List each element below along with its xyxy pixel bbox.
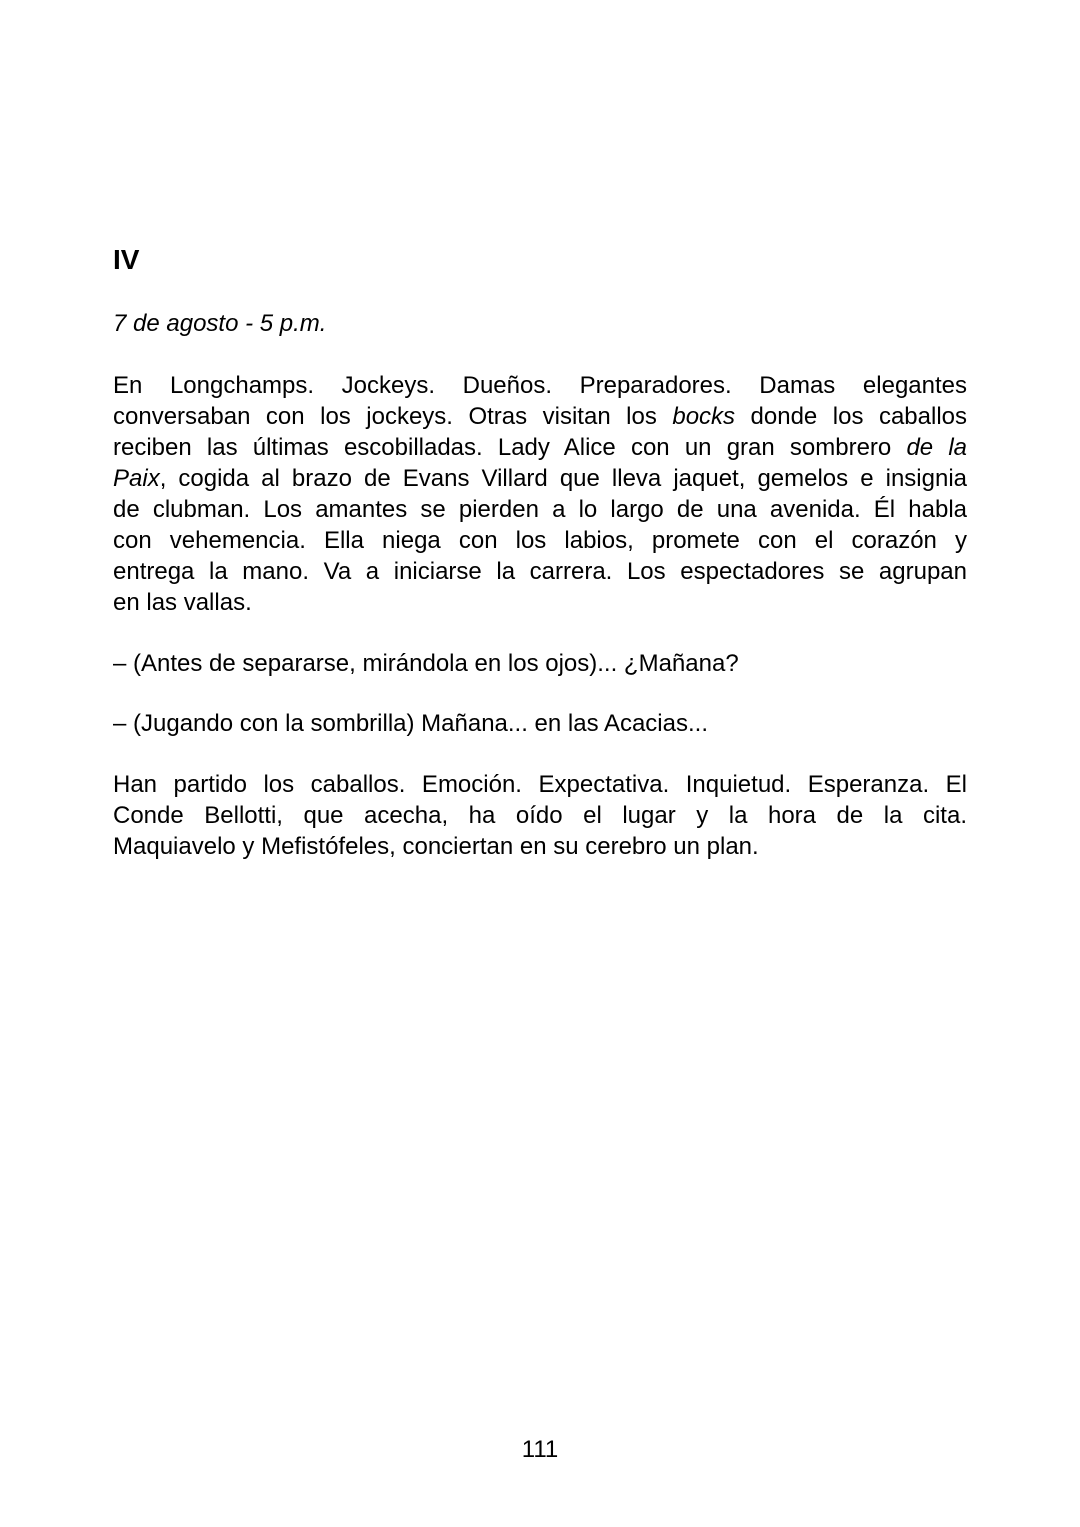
text-line — [113, 556, 967, 587]
text-segment: de clubman. Los amantes se pierden a lo largo de una avenida. Él habla — [113, 496, 967, 523]
text-segment: en las vallas. — [113, 589, 252, 616]
text-line — [113, 401, 967, 432]
text-segment: Han partido los caballos. Emoción. Expectativa. Inquietud. Esperanza. El — [113, 771, 967, 798]
text-line — [113, 769, 967, 800]
text-segment: – (Antes de separarse, mirándola en los ojos)... ¿Mañana? — [113, 650, 739, 677]
text-line — [113, 708, 967, 739]
paragraph — [113, 769, 967, 862]
text-segment: , cogida al brazo de Evans Villard que lleva jaquet, gemelos e insignia — [159, 465, 967, 492]
dialogue-line — [113, 648, 967, 679]
text-segment: donde los caballos — [735, 403, 967, 430]
text-line — [113, 587, 967, 618]
italic-text: de la — [906, 434, 968, 461]
text-line — [113, 831, 967, 862]
text-segment: con vehemencia. Ella niega con los labios, promete con el corazón y — [113, 527, 967, 554]
italic-text: bocks — [672, 403, 736, 430]
text-line — [113, 463, 967, 494]
italic-text: Paix — [113, 465, 160, 492]
dialogue-line — [113, 708, 967, 739]
text-segment: Maquiavelo y Mefistófeles, conciertan en su cerebro un plan. — [113, 833, 759, 860]
text-line — [113, 370, 967, 401]
page-number: 111 — [521, 1436, 559, 1463]
text-segment: Conde Bellotti, que acecha, ha oído el lugar y la hora de la cita. — [113, 802, 967, 829]
chapter-heading: IV — [113, 244, 140, 275]
date-line: 7 de agosto - 5 p.m. — [113, 310, 327, 337]
text-segment: En Longchamps. Jockeys. Dueños. Preparadores. Damas elegantes — [113, 372, 967, 399]
text-segment: – (Jugando con la sombrilla) Mañana... en las Acacias... — [113, 710, 708, 737]
paragraph — [113, 370, 967, 618]
text-segment: conversaban con los jockeys. Otras visitan los — [113, 403, 673, 430]
text-line — [113, 648, 967, 679]
text-line — [113, 525, 967, 556]
text-segment: reciben las últimas escobilladas. Lady Alice con un gran sombrero — [113, 434, 907, 461]
text-segment: entrega la mano. Va a iniciarse la carrera. Los espectadores se agrupan — [113, 558, 967, 585]
text-line — [113, 800, 967, 831]
text-line — [113, 432, 967, 463]
text-line — [113, 494, 967, 525]
